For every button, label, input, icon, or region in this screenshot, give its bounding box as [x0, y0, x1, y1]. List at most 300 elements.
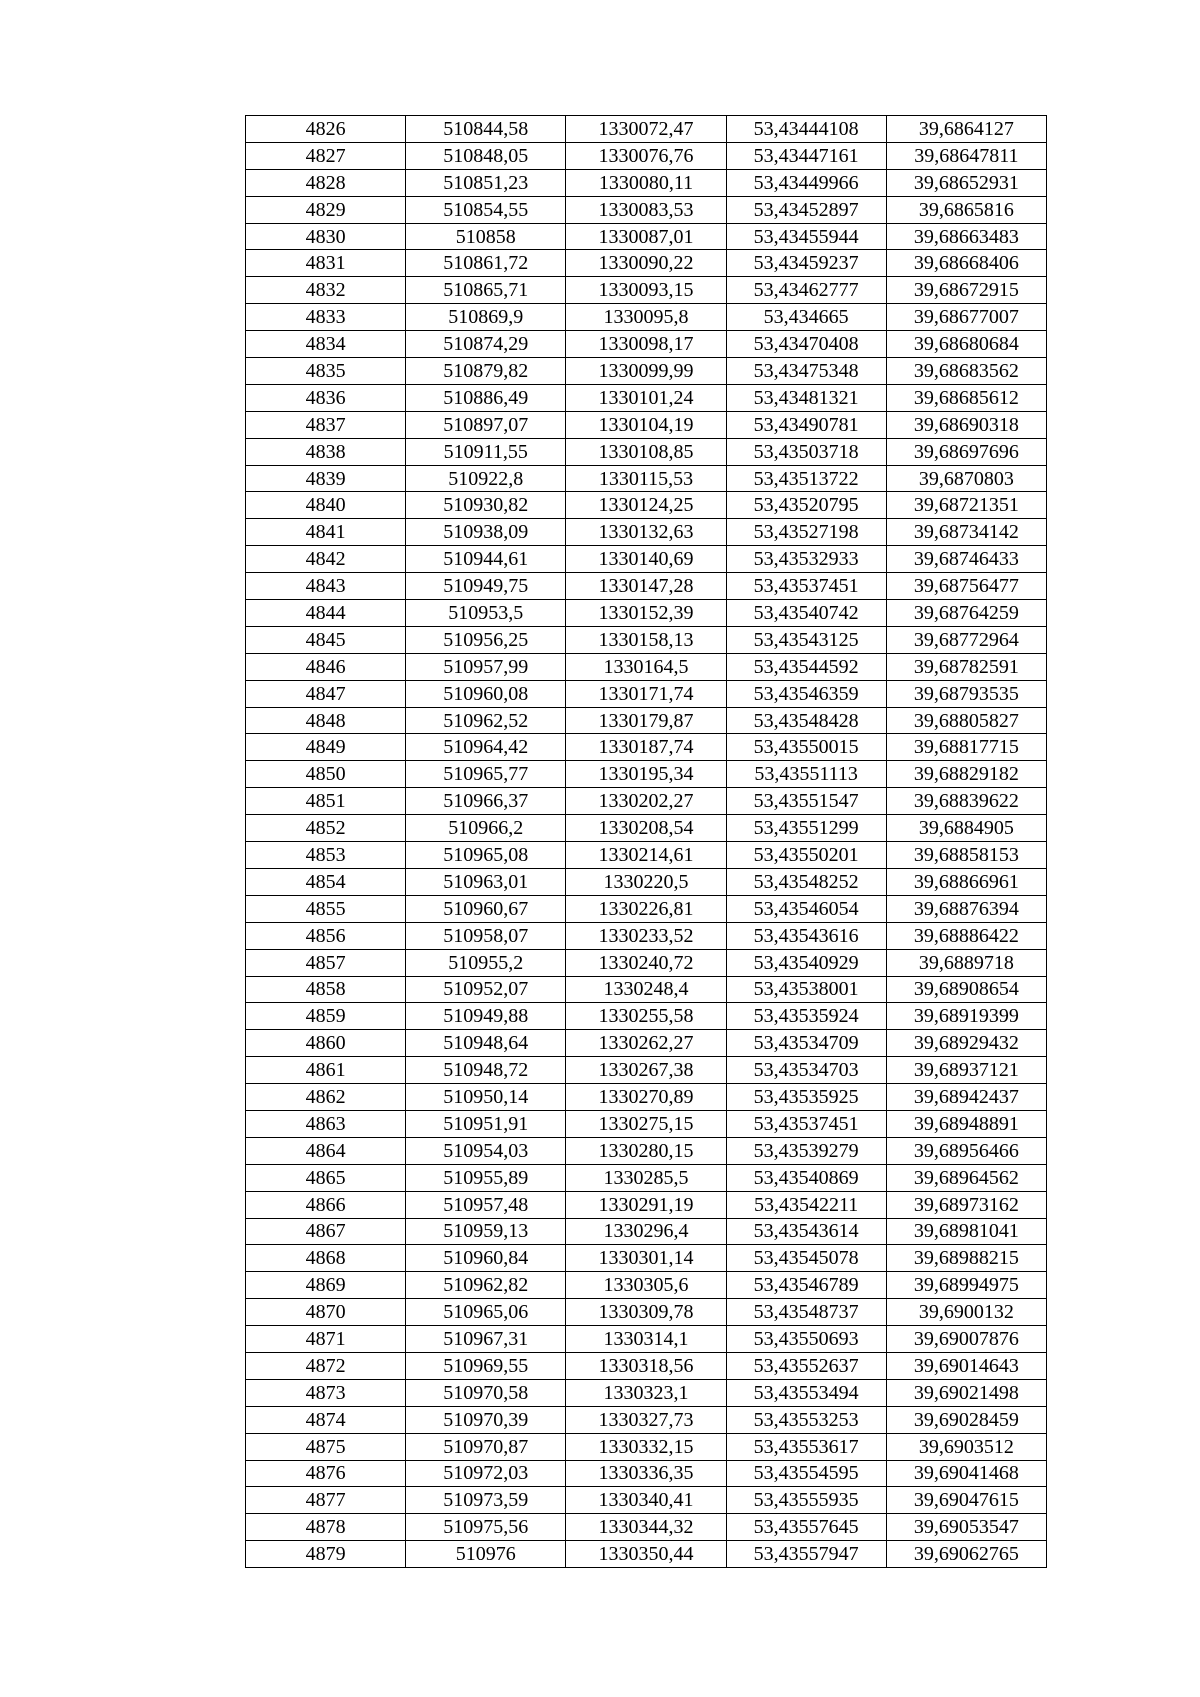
x-coordinate-cell: 510960,08	[406, 680, 566, 707]
latitude-cell: 53,43548252	[726, 868, 886, 895]
latitude-cell: 53,43543125	[726, 626, 886, 653]
latitude-cell: 53,43537451	[726, 1110, 886, 1137]
y-coordinate-cell: 1330171,74	[566, 680, 726, 707]
point-number-cell: 4873	[246, 1379, 406, 1406]
point-number-cell: 4826	[246, 116, 406, 143]
x-coordinate-cell: 510964,42	[406, 734, 566, 761]
longitude-cell: 39,68948891	[886, 1110, 1046, 1137]
x-coordinate-cell: 510954,03	[406, 1137, 566, 1164]
latitude-cell: 53,43543614	[726, 1218, 886, 1245]
y-coordinate-cell: 1330309,78	[566, 1299, 726, 1326]
x-coordinate-cell: 510886,49	[406, 384, 566, 411]
table-row	[246, 868, 1047, 895]
longitude-cell: 39,68647811	[886, 142, 1046, 169]
latitude-cell: 53,43470408	[726, 331, 886, 358]
y-coordinate-cell: 1330104,19	[566, 411, 726, 438]
table-row	[246, 626, 1047, 653]
table-row	[246, 842, 1047, 869]
longitude-cell: 39,68942437	[886, 1084, 1046, 1111]
y-coordinate-cell: 1330132,63	[566, 519, 726, 546]
x-coordinate-cell: 510962,52	[406, 707, 566, 734]
table-row	[246, 277, 1047, 304]
x-coordinate-cell: 510851,23	[406, 169, 566, 196]
x-coordinate-cell: 510960,84	[406, 1245, 566, 1272]
table-row	[246, 815, 1047, 842]
x-coordinate-cell: 510970,58	[406, 1379, 566, 1406]
y-coordinate-cell: 1330240,72	[566, 949, 726, 976]
y-coordinate-cell: 1330296,4	[566, 1218, 726, 1245]
x-coordinate-cell: 510844,58	[406, 116, 566, 143]
x-coordinate-cell: 510922,8	[406, 465, 566, 492]
y-coordinate-cell: 1330108,85	[566, 438, 726, 465]
y-coordinate-cell: 1330248,4	[566, 976, 726, 1003]
coordinate-table	[245, 115, 1047, 1568]
latitude-cell: 53,43520795	[726, 492, 886, 519]
longitude-cell: 39,69053547	[886, 1514, 1046, 1541]
y-coordinate-cell: 1330095,8	[566, 304, 726, 331]
x-coordinate-cell: 510953,5	[406, 600, 566, 627]
latitude-cell: 53,43537451	[726, 573, 886, 600]
latitude-cell: 53,43553253	[726, 1406, 886, 1433]
y-coordinate-cell: 1330140,69	[566, 546, 726, 573]
x-coordinate-cell: 510966,2	[406, 815, 566, 842]
table-row	[246, 304, 1047, 331]
point-number-cell: 4860	[246, 1030, 406, 1057]
y-coordinate-cell: 1330270,89	[566, 1084, 726, 1111]
y-coordinate-cell: 1330115,53	[566, 465, 726, 492]
point-number-cell: 4856	[246, 922, 406, 949]
longitude-cell: 39,6889718	[886, 949, 1046, 976]
point-number-cell: 4866	[246, 1191, 406, 1218]
x-coordinate-cell: 510956,25	[406, 626, 566, 653]
longitude-cell: 39,69021498	[886, 1379, 1046, 1406]
y-coordinate-cell: 1330124,25	[566, 492, 726, 519]
y-coordinate-cell: 1330336,35	[566, 1460, 726, 1487]
longitude-cell: 39,68690318	[886, 411, 1046, 438]
longitude-cell: 39,6870803	[886, 465, 1046, 492]
latitude-cell: 53,43475348	[726, 358, 886, 385]
longitude-cell: 39,68994975	[886, 1272, 1046, 1299]
y-coordinate-cell: 1330285,5	[566, 1164, 726, 1191]
y-coordinate-cell: 1330233,52	[566, 922, 726, 949]
latitude-cell: 53,43557645	[726, 1514, 886, 1541]
point-number-cell: 4845	[246, 626, 406, 653]
y-coordinate-cell: 1330080,11	[566, 169, 726, 196]
y-coordinate-cell: 1330208,54	[566, 815, 726, 842]
y-coordinate-cell: 1330098,17	[566, 331, 726, 358]
longitude-cell: 39,68652931	[886, 169, 1046, 196]
latitude-cell: 53,43551113	[726, 761, 886, 788]
y-coordinate-cell: 1330350,44	[566, 1541, 726, 1568]
x-coordinate-cell: 510969,55	[406, 1352, 566, 1379]
point-number-cell: 4870	[246, 1299, 406, 1326]
y-coordinate-cell: 1330158,13	[566, 626, 726, 653]
y-coordinate-cell: 1330195,34	[566, 761, 726, 788]
longitude-cell: 39,6900132	[886, 1299, 1046, 1326]
y-coordinate-cell: 1330187,74	[566, 734, 726, 761]
latitude-cell: 53,43553494	[726, 1379, 886, 1406]
table-row	[246, 949, 1047, 976]
x-coordinate-cell: 510911,55	[406, 438, 566, 465]
point-number-cell: 4877	[246, 1487, 406, 1514]
longitude-cell: 39,68829182	[886, 761, 1046, 788]
latitude-cell: 53,43459237	[726, 250, 886, 277]
y-coordinate-cell: 1330344,32	[566, 1514, 726, 1541]
latitude-cell: 53,43543616	[726, 922, 886, 949]
latitude-cell: 53,43540929	[726, 949, 886, 976]
point-number-cell: 4855	[246, 895, 406, 922]
longitude-cell: 39,6903512	[886, 1433, 1046, 1460]
x-coordinate-cell: 510948,64	[406, 1030, 566, 1057]
point-number-cell: 4832	[246, 277, 406, 304]
x-coordinate-cell: 510938,09	[406, 519, 566, 546]
latitude-cell: 53,43538001	[726, 976, 886, 1003]
longitude-cell: 39,68764259	[886, 600, 1046, 627]
longitude-cell: 39,68668406	[886, 250, 1046, 277]
y-coordinate-cell: 1330291,19	[566, 1191, 726, 1218]
x-coordinate-cell: 510865,71	[406, 277, 566, 304]
latitude-cell: 53,43542211	[726, 1191, 886, 1218]
latitude-cell: 53,43535924	[726, 1003, 886, 1030]
table-row	[246, 1487, 1047, 1514]
table-row	[246, 1379, 1047, 1406]
x-coordinate-cell: 510858	[406, 223, 566, 250]
longitude-cell: 39,68680684	[886, 331, 1046, 358]
latitude-cell: 53,43546359	[726, 680, 886, 707]
latitude-cell: 53,43490781	[726, 411, 886, 438]
table-row	[246, 1460, 1047, 1487]
table-row	[246, 1137, 1047, 1164]
latitude-cell: 53,43546789	[726, 1272, 886, 1299]
longitude-cell: 39,68937121	[886, 1057, 1046, 1084]
table-row	[246, 1218, 1047, 1245]
point-number-cell: 4833	[246, 304, 406, 331]
latitude-cell: 53,43534709	[726, 1030, 886, 1057]
x-coordinate-cell: 510951,91	[406, 1110, 566, 1137]
longitude-cell: 39,68964562	[886, 1164, 1046, 1191]
x-coordinate-cell: 510970,87	[406, 1433, 566, 1460]
x-coordinate-cell: 510897,07	[406, 411, 566, 438]
table-row	[246, 573, 1047, 600]
longitude-cell: 39,68685612	[886, 384, 1046, 411]
table-row	[246, 734, 1047, 761]
table-row	[246, 653, 1047, 680]
x-coordinate-cell: 510975,56	[406, 1514, 566, 1541]
latitude-cell: 53,43539279	[726, 1137, 886, 1164]
longitude-cell: 39,68756477	[886, 573, 1046, 600]
x-coordinate-cell: 510973,59	[406, 1487, 566, 1514]
latitude-cell: 53,43550201	[726, 842, 886, 869]
latitude-cell: 53,43548737	[726, 1299, 886, 1326]
longitude-cell: 39,69062765	[886, 1541, 1046, 1568]
x-coordinate-cell: 510848,05	[406, 142, 566, 169]
table-row	[246, 142, 1047, 169]
y-coordinate-cell: 1330152,39	[566, 600, 726, 627]
y-coordinate-cell: 1330262,27	[566, 1030, 726, 1057]
latitude-cell: 53,43503718	[726, 438, 886, 465]
latitude-cell: 53,43447161	[726, 142, 886, 169]
table-row	[246, 922, 1047, 949]
longitude-cell: 39,69047615	[886, 1487, 1046, 1514]
x-coordinate-cell: 510972,03	[406, 1460, 566, 1487]
latitude-cell: 53,43449966	[726, 169, 886, 196]
point-number-cell: 4834	[246, 331, 406, 358]
point-number-cell: 4835	[246, 358, 406, 385]
table-row	[246, 1057, 1047, 1084]
y-coordinate-cell: 1330202,27	[566, 788, 726, 815]
latitude-cell: 53,43548428	[726, 707, 886, 734]
longitude-cell: 39,68988215	[886, 1245, 1046, 1272]
table-row	[246, 116, 1047, 143]
point-number-cell: 4861	[246, 1057, 406, 1084]
latitude-cell: 53,434665	[726, 304, 886, 331]
longitude-cell: 39,68981041	[886, 1218, 1046, 1245]
table-row	[246, 600, 1047, 627]
longitude-cell: 39,68772964	[886, 626, 1046, 653]
y-coordinate-cell: 1330226,81	[566, 895, 726, 922]
point-number-cell: 4874	[246, 1406, 406, 1433]
y-coordinate-cell: 1330323,1	[566, 1379, 726, 1406]
x-coordinate-cell: 510963,01	[406, 868, 566, 895]
table-row	[246, 223, 1047, 250]
latitude-cell: 53,43532933	[726, 546, 886, 573]
latitude-cell: 53,43554595	[726, 1460, 886, 1487]
x-coordinate-cell: 510948,72	[406, 1057, 566, 1084]
point-number-cell: 4853	[246, 842, 406, 869]
longitude-cell: 39,68672915	[886, 277, 1046, 304]
latitude-cell: 53,43555935	[726, 1487, 886, 1514]
longitude-cell: 39,68929432	[886, 1030, 1046, 1057]
latitude-cell: 53,43481321	[726, 384, 886, 411]
table-row	[246, 358, 1047, 385]
x-coordinate-cell: 510955,2	[406, 949, 566, 976]
y-coordinate-cell: 1330305,6	[566, 1272, 726, 1299]
table-row	[246, 1406, 1047, 1433]
point-number-cell: 4837	[246, 411, 406, 438]
table-row	[246, 1164, 1047, 1191]
x-coordinate-cell: 510861,72	[406, 250, 566, 277]
longitude-cell: 39,68866961	[886, 868, 1046, 895]
table-row	[246, 331, 1047, 358]
point-number-cell: 4839	[246, 465, 406, 492]
point-number-cell: 4843	[246, 573, 406, 600]
x-coordinate-cell: 510966,37	[406, 788, 566, 815]
longitude-cell: 39,68956466	[886, 1137, 1046, 1164]
y-coordinate-cell: 1330214,61	[566, 842, 726, 869]
x-coordinate-cell: 510949,88	[406, 1003, 566, 1030]
point-number-cell: 4864	[246, 1137, 406, 1164]
latitude-cell: 53,43540742	[726, 600, 886, 627]
y-coordinate-cell: 1330093,15	[566, 277, 726, 304]
point-number-cell: 4844	[246, 600, 406, 627]
y-coordinate-cell: 1330340,41	[566, 1487, 726, 1514]
point-number-cell: 4851	[246, 788, 406, 815]
table-row	[246, 1326, 1047, 1353]
table-row	[246, 976, 1047, 1003]
table-row	[246, 492, 1047, 519]
x-coordinate-cell: 510950,14	[406, 1084, 566, 1111]
latitude-cell: 53,43557947	[726, 1541, 886, 1568]
table-row	[246, 1541, 1047, 1568]
longitude-cell: 39,69014643	[886, 1352, 1046, 1379]
x-coordinate-cell: 510965,06	[406, 1299, 566, 1326]
latitude-cell: 53,43552637	[726, 1352, 886, 1379]
latitude-cell: 53,43444108	[726, 116, 886, 143]
table-row	[246, 1084, 1047, 1111]
point-number-cell: 4863	[246, 1110, 406, 1137]
table-row	[246, 680, 1047, 707]
point-number-cell: 4850	[246, 761, 406, 788]
longitude-cell: 39,68817715	[886, 734, 1046, 761]
latitude-cell: 53,43527198	[726, 519, 886, 546]
latitude-cell: 53,43550015	[726, 734, 886, 761]
longitude-cell: 39,68793535	[886, 680, 1046, 707]
x-coordinate-cell: 510962,82	[406, 1272, 566, 1299]
y-coordinate-cell: 1330083,53	[566, 196, 726, 223]
point-number-cell: 4828	[246, 169, 406, 196]
y-coordinate-cell: 1330255,58	[566, 1003, 726, 1030]
point-number-cell: 4854	[246, 868, 406, 895]
table-row	[246, 1352, 1047, 1379]
table-row	[246, 1030, 1047, 1057]
latitude-cell: 53,43534703	[726, 1057, 886, 1084]
x-coordinate-cell: 510958,07	[406, 922, 566, 949]
y-coordinate-cell: 1330087,01	[566, 223, 726, 250]
point-number-cell: 4858	[246, 976, 406, 1003]
x-coordinate-cell: 510965,77	[406, 761, 566, 788]
point-number-cell: 4842	[246, 546, 406, 573]
table-row	[246, 1299, 1047, 1326]
latitude-cell: 53,43551299	[726, 815, 886, 842]
latitude-cell: 53,43535925	[726, 1084, 886, 1111]
y-coordinate-cell: 1330267,38	[566, 1057, 726, 1084]
table-row	[246, 465, 1047, 492]
table-row	[246, 1514, 1047, 1541]
x-coordinate-cell: 510854,55	[406, 196, 566, 223]
point-number-cell: 4868	[246, 1245, 406, 1272]
table-row	[246, 196, 1047, 223]
table-row	[246, 1110, 1047, 1137]
point-number-cell: 4849	[246, 734, 406, 761]
table-row	[246, 546, 1047, 573]
y-coordinate-cell: 1330318,56	[566, 1352, 726, 1379]
longitude-cell: 39,68746433	[886, 546, 1046, 573]
latitude-cell: 53,43462777	[726, 277, 886, 304]
table-row	[246, 707, 1047, 734]
longitude-cell: 39,68908654	[886, 976, 1046, 1003]
longitude-cell: 39,68721351	[886, 492, 1046, 519]
point-number-cell: 4841	[246, 519, 406, 546]
longitude-cell: 39,68734142	[886, 519, 1046, 546]
x-coordinate-cell: 510952,07	[406, 976, 566, 1003]
longitude-cell: 39,68677007	[886, 304, 1046, 331]
longitude-cell: 39,68683562	[886, 358, 1046, 385]
point-number-cell: 4879	[246, 1541, 406, 1568]
table-row	[246, 1003, 1047, 1030]
x-coordinate-cell: 510944,61	[406, 546, 566, 573]
longitude-cell: 39,68805827	[886, 707, 1046, 734]
point-number-cell: 4831	[246, 250, 406, 277]
x-coordinate-cell: 510949,75	[406, 573, 566, 600]
point-number-cell: 4836	[246, 384, 406, 411]
longitude-cell: 39,6884905	[886, 815, 1046, 842]
point-number-cell: 4840	[246, 492, 406, 519]
x-coordinate-cell: 510874,29	[406, 331, 566, 358]
x-coordinate-cell: 510957,48	[406, 1191, 566, 1218]
y-coordinate-cell: 1330090,22	[566, 250, 726, 277]
table-row	[246, 169, 1047, 196]
x-coordinate-cell: 510955,89	[406, 1164, 566, 1191]
coordinate-table-body	[246, 116, 1047, 1568]
table-row	[246, 411, 1047, 438]
y-coordinate-cell: 1330220,5	[566, 868, 726, 895]
point-number-cell: 4838	[246, 438, 406, 465]
table-row	[246, 519, 1047, 546]
point-number-cell: 4859	[246, 1003, 406, 1030]
y-coordinate-cell: 1330179,87	[566, 707, 726, 734]
y-coordinate-cell: 1330327,73	[566, 1406, 726, 1433]
x-coordinate-cell: 510965,08	[406, 842, 566, 869]
longitude-cell: 39,68973162	[886, 1191, 1046, 1218]
y-coordinate-cell: 1330280,15	[566, 1137, 726, 1164]
longitude-cell: 39,68782591	[886, 653, 1046, 680]
y-coordinate-cell: 1330301,14	[566, 1245, 726, 1272]
point-number-cell: 4848	[246, 707, 406, 734]
longitude-cell: 39,68839622	[886, 788, 1046, 815]
table-row	[246, 1433, 1047, 1460]
y-coordinate-cell: 1330099,99	[566, 358, 726, 385]
point-number-cell: 4862	[246, 1084, 406, 1111]
y-coordinate-cell: 1330164,5	[566, 653, 726, 680]
y-coordinate-cell: 1330101,24	[566, 384, 726, 411]
latitude-cell: 53,43544592	[726, 653, 886, 680]
latitude-cell: 53,43551547	[726, 788, 886, 815]
point-number-cell: 4865	[246, 1164, 406, 1191]
x-coordinate-cell: 510879,82	[406, 358, 566, 385]
point-number-cell: 4876	[246, 1460, 406, 1487]
latitude-cell: 53,43455944	[726, 223, 886, 250]
longitude-cell: 39,6864127	[886, 116, 1046, 143]
x-coordinate-cell: 510967,31	[406, 1326, 566, 1353]
point-number-cell: 4827	[246, 142, 406, 169]
longitude-cell: 39,68858153	[886, 842, 1046, 869]
table-row	[246, 1191, 1047, 1218]
x-coordinate-cell: 510960,67	[406, 895, 566, 922]
latitude-cell: 53,43513722	[726, 465, 886, 492]
longitude-cell: 39,68663483	[886, 223, 1046, 250]
point-number-cell: 4871	[246, 1326, 406, 1353]
y-coordinate-cell: 1330072,47	[566, 116, 726, 143]
point-number-cell: 4869	[246, 1272, 406, 1299]
point-number-cell: 4846	[246, 653, 406, 680]
point-number-cell: 4847	[246, 680, 406, 707]
point-number-cell: 4875	[246, 1433, 406, 1460]
point-number-cell: 4867	[246, 1218, 406, 1245]
point-number-cell: 4878	[246, 1514, 406, 1541]
table-row	[246, 895, 1047, 922]
y-coordinate-cell: 1330147,28	[566, 573, 726, 600]
point-number-cell: 4872	[246, 1352, 406, 1379]
table-row	[246, 250, 1047, 277]
y-coordinate-cell: 1330076,76	[566, 142, 726, 169]
y-coordinate-cell: 1330275,15	[566, 1110, 726, 1137]
table-row	[246, 384, 1047, 411]
point-number-cell: 4829	[246, 196, 406, 223]
table-row	[246, 1245, 1047, 1272]
table-row	[246, 438, 1047, 465]
longitude-cell: 39,6865816	[886, 196, 1046, 223]
latitude-cell: 53,43540869	[726, 1164, 886, 1191]
